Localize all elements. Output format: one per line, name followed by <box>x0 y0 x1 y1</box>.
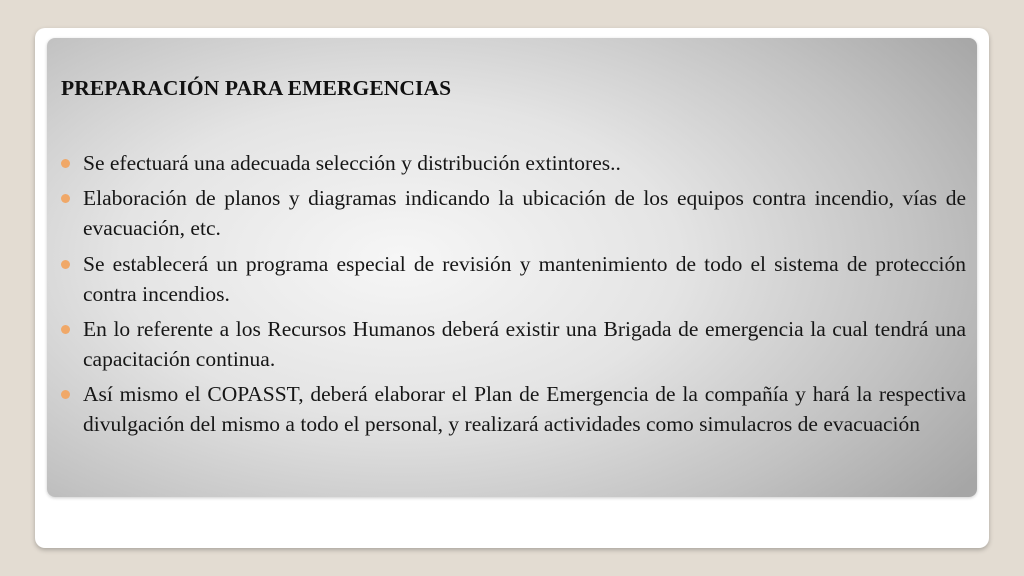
bullet-text: Se efectuará una adecuada selección y distribución extintores.. <box>83 151 621 175</box>
bullet-dot-icon <box>61 159 70 168</box>
bullet-dot-icon <box>61 260 70 269</box>
bullet-dot-icon <box>61 325 70 334</box>
list-item <box>61 379 966 440</box>
bullet-text: En lo referente a los Recursos Humanos deberá existir una Brigada de emergencia la cual tendrá una capacitación continua. <box>83 316 966 371</box>
slide-title: PREPARACIÓN PARA EMERGENCIAS <box>61 76 452 100</box>
list-item <box>61 148 966 179</box>
list-item <box>61 314 966 375</box>
bullet-list <box>61 148 966 444</box>
bullet-dot-icon <box>61 194 70 203</box>
list-item <box>61 183 966 244</box>
bullet-text: Elaboración de planos y diagramas indicando la ubicación de los equipos contra incendio, vías de evacuación, etc. <box>83 185 966 240</box>
bullet-dot-icon <box>61 390 70 399</box>
list-item <box>61 249 966 310</box>
bullet-text: Se establecerá un programa especial de revisión y mantenimiento de todo el sistema de protección contra incendios. <box>83 251 966 306</box>
bullet-text: Así mismo el COPASST, deberá elaborar el Plan de Emergencia de la compañía y hará la respectiva divulgación del mismo a todo el personal, y realizará actividades como simulacros de evacuación <box>83 381 966 436</box>
